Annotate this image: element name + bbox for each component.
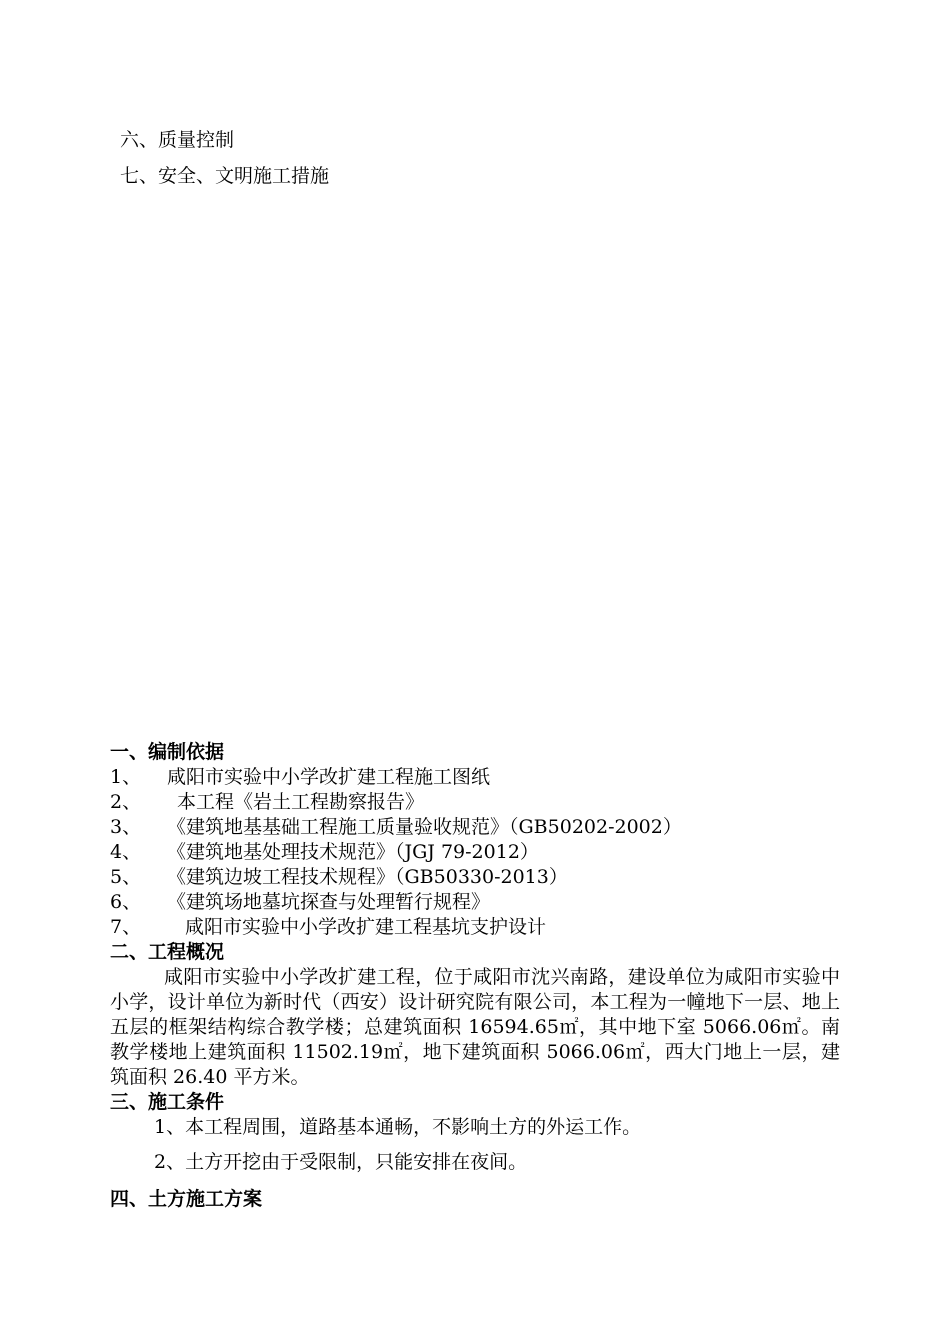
list-item xyxy=(110,890,840,915)
reference-list xyxy=(110,765,840,940)
condition-item: 1、本工程周围，道路基本通畅，不影响土方的外运工作。 xyxy=(154,1116,642,1138)
toc-item-quality-control: 六、质量控制 xyxy=(120,129,235,151)
list-item xyxy=(110,840,840,865)
list-item-text: 《建筑地基基础工程施工质量验收规范》（GB50202-2002） xyxy=(167,816,682,838)
list-item xyxy=(110,815,840,840)
list-item-text: 《建筑场地墓坑探查与处理暂行规程》 xyxy=(167,891,491,913)
list-item-text: 本工程《岩土工程勘察报告》 xyxy=(177,791,425,813)
list-item-text: 咸阳市实验中小学改扩建工程基坑支护设计 xyxy=(185,916,547,938)
list-item xyxy=(110,865,840,890)
table-of-contents xyxy=(120,122,329,194)
list-item-number: 6、 xyxy=(110,891,142,913)
list-item-text: 《建筑边坡工程技术规程》（GB50330-2013） xyxy=(167,866,568,888)
list-item-text: 咸阳市实验中小学改扩建工程施工图纸 xyxy=(167,766,491,788)
list-item-number: 5、 xyxy=(110,866,142,888)
toc-item-safety-measures: 七、安全、文明施工措施 xyxy=(120,165,330,187)
list-item xyxy=(110,790,840,815)
section-heading-earthwork: 四、土方施工方案 xyxy=(110,1188,263,1210)
list-item-text: 《建筑地基处理技术规范》（JGJ 79-2012） xyxy=(167,841,539,863)
section-heading-basis: 一、编制依据 xyxy=(110,741,225,763)
list-item-number: 4、 xyxy=(110,841,142,863)
list-item-number: 2、 xyxy=(110,791,142,813)
list-item xyxy=(110,915,840,940)
list-item-number: 3、 xyxy=(110,816,142,838)
section-heading-conditions: 三、施工条件 xyxy=(110,1091,225,1113)
overview-paragraph: 咸阳市实验中小学改扩建工程，位于咸阳市沈兴南路，建设单位为咸阳市实验中小学，设计单位为新时代（西安）设计研究院有限公司，本工程为一幢地下一层、地上五层的框架结构综合教学楼；总建筑面积 16594.65㎡，其中地下室 5066.06㎡。南教学楼地上建筑面积 11502.19㎡，地下建筑面积 5066.06㎡，西大门地上一层，建筑面积 26.40 平方米。 xyxy=(110,966,840,1088)
document-body xyxy=(110,740,840,1212)
list-item-number: 1、 xyxy=(110,766,142,788)
section-heading-overview: 二、工程概况 xyxy=(110,941,225,963)
list-item-number: 7、 xyxy=(110,916,142,938)
condition-item: 2、土方开挖由于受限制，只能安排在夜间。 xyxy=(154,1151,528,1173)
list-item xyxy=(110,765,840,790)
